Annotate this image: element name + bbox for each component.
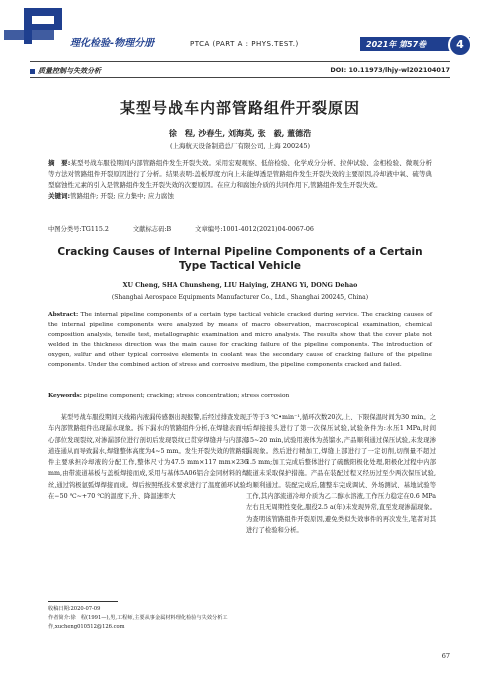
en-keywords: pipeline component; cracking; stress concentration; stress corrosion bbox=[83, 393, 290, 399]
journal-title: PTCA (PART A : PHYS.TEST.) bbox=[190, 40, 299, 48]
en-title-line1: Cracking Causes of Internal Pipeline Components of a Certain bbox=[57, 246, 423, 258]
journal-header bbox=[0, 0, 480, 62]
en-title-line2: Type Tactical Vehicle bbox=[178, 260, 302, 272]
article-number: 文章编号:1001-4012(2021)04-0067-06 bbox=[195, 226, 314, 233]
en-title bbox=[0, 245, 480, 273]
cn-meta bbox=[48, 224, 432, 233]
received-date: 收稿日期:2020-07-09 bbox=[48, 606, 101, 612]
en-keywords-label: Keywords: bbox=[48, 392, 82, 399]
cn-title: 某型号战车内部管路组件开裂原因 bbox=[119, 99, 360, 117]
en-affiliation: (Shanghai Aerospace Equipments Manufacturer Co., Ltd., Shanghai 200245, China) bbox=[111, 294, 369, 301]
page-number: 67 bbox=[441, 652, 450, 660]
doc-code: 文献标志码:B bbox=[132, 226, 172, 233]
body-paragraph-left: 某型号战车服役期间天线箱内液漏传感器出现报警,后经过排查发现,车内部管路组件出现漏水现象。拆下漏水的管路组件分析,在焊缝表面中心部位发现裂纹,对渗漏部位进行剖切后发现裂纹已贯穿焊缝并与内部流道连通从而导致漏水,焊缝整体高度为4~5 mm。发生开裂失效的管路组件主要承担冷却液的分配工作,整体尺寸为47.5 mm×117 mm×236 mm,由带流道基板与盖板焊接而成,采用与基体5A06铝合金同材料的焊丝,通过钨极氩弧焊焊接而成。焊后按照纸技术要求进行了温度循环试验:在−50 ℃~+70 ℃的温度下,升、降温速率大 bbox=[48, 414, 248, 501]
en-abstract-label: Abstract: bbox=[48, 311, 79, 318]
cn-keywords: 管路组件; 开裂; 应力集中; 应力腐蚀 bbox=[70, 192, 174, 200]
issue-badge bbox=[360, 37, 470, 51]
cn-abstract bbox=[48, 158, 432, 202]
en-authors: XU Cheng, SHA Chunsheng, LIU Haiying, ZHANG Yi, DONG Dehao bbox=[122, 282, 358, 289]
body-left-column bbox=[48, 412, 248, 502]
footnote bbox=[48, 605, 248, 632]
cn-affiliation: (上海航天设备制造总厂有限公司, 上海 200245) bbox=[169, 142, 311, 150]
section-label: 质量控制与失效分析 bbox=[30, 66, 101, 76]
cn-abstract-text: 某型号战车服役期间内部管路组件发生开裂失效。采用宏观观察、低倍检验、化学成分分析、拉伸试验、金相检验、微观分析等方法对管路组件开裂原因进行了分析。结果表明:盖板厚度方向上未能焊透是管路组件发生开裂失效的主要原因,冷却液中氧、硫等典型腐蚀性元素的引入是管路组件发生开裂失效的次要原因。在应力和腐蚀介质的共同作用下,管路组件发生开裂失效。 bbox=[48, 159, 432, 189]
cn-keywords-label: 关键词: bbox=[48, 192, 71, 200]
body-paragraph-right: 于等于3 ℃•min⁻¹,循环次数20次,上、下限保温时间为30 min。之后焊接接头进行了第一次保压试验,试验条件为:水压1 MPa,时间15~20 min,试验用液体为蒸馏水,产品顺利通过保压试验,未发现渗漏现象。然后进行精加工,焊缝上部进行了一定切削,切削量不超过1.5 mm;加工完成后整体进行了硫酸阳极化处理,阳极化过程中内部流道未采取保护措施。产品在装配过程又经历过至少两次保压试验,均顺利通过。装配完成后,随整车完成调试、外场测试、基地试验等工作,其内部流道冷却介质为乙二醇水溶液,工作压力稳定在0.6 MPa左右且无周期性变化,服役2.5 a(年)未发现异常,直至发现渗漏现象。为查明该管路组件开裂原因,避免类似失效事件的再次发生,笔者对其进行了检验和分析。 bbox=[246, 414, 436, 534]
doi: DOI: 10.11973/lhjy-wl202104017 bbox=[330, 66, 450, 74]
cn-abstract-label: 摘 要: bbox=[48, 159, 71, 167]
section-square-icon bbox=[30, 69, 35, 74]
en-abstract bbox=[48, 310, 432, 370]
clc-number: 中图分类号:TG115.2 bbox=[48, 226, 109, 233]
body-right-column bbox=[246, 412, 436, 536]
footnote-divider bbox=[48, 601, 118, 602]
en-abstract-text: The internal pipeline components of a certain type tactical vehicle cracked during service. The cracking causes of the internal pipeline components were analyzed by means of macro observation, macroscopical examination, chemical composition analysis, tensile test, metallographic examination and micro analysis. The results show that the cover plate not welded in the thickness direction was the main cause for cracking failure of the pipeline components. The introduction of oxygen, sulfur and other typical corrosive elements in coolant was the secondary cause of cracking failure of the pipeline components. Under the combined action of stress and corrosive medium, the pipeline components cracked and failed. bbox=[48, 312, 433, 368]
section-divider bbox=[30, 77, 450, 78]
cn-authors: 徐 程, 沙春生, 刘海英, 张 毅, 董德浩 bbox=[168, 128, 312, 138]
journal-logo-text: 理化检验-物理分册 bbox=[70, 38, 155, 49]
issue-label: 2021年 第57卷 bbox=[366, 40, 427, 49]
issue-number: 4 bbox=[448, 33, 472, 57]
author-bio: 作者简介:徐 程(1991—),男,工程师,主要从事金属材料理化检验与失效分析工作,xucheng010512@126.com bbox=[48, 615, 228, 630]
en-keywords-row bbox=[48, 392, 432, 399]
header-divider bbox=[30, 61, 450, 62]
